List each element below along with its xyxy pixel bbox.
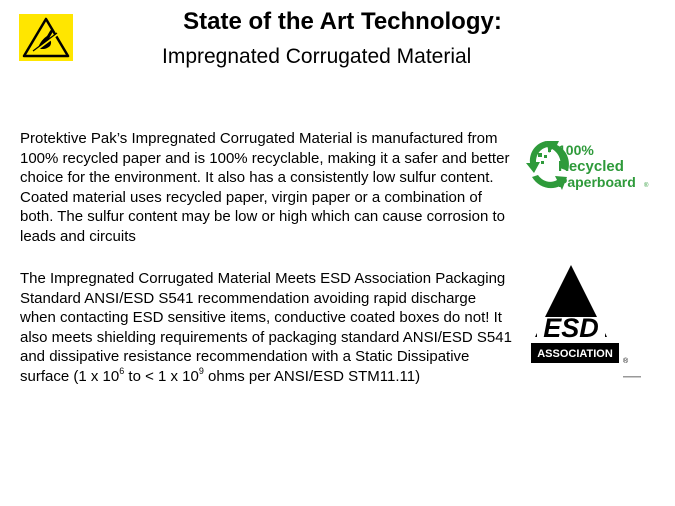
recycled-logo-line3: Paperboard <box>558 174 636 190</box>
esd-logo-mark: ® <box>623 358 629 365</box>
paragraph-esd-text: The Impregnated Corrugated Material Meets ESD Association Packaging Standard ANSI/ESD S541 recommendation avoiding rapid discharge when contacting ESD sensitive items, conductive coated boxes do not! It also meets shielding requirements of packaging standard ANSI/ESD S541 and dissipative resistance recommendation with a Static Dissipative surface (1 x 10 <box>20 270 512 385</box>
recycled-logo-line2: Recycled <box>558 158 624 175</box>
recycled-logo-line1: 100% <box>558 142 594 158</box>
paragraph-esd-standard <box>20 269 514 386</box>
esd-logo-word: ASSOCIATION <box>537 348 613 360</box>
paragraph-recycled-material: Protektive Pak’s Impregnated Corrugated Material is manufactured from 100% recycled paper and is 100% recyclable, making it a safer and better choice for the environment. It also has a consistently low sulfur content. Coated material uses recycled paper, virgin paper or a combination of both. The sulfur content may be low or high which can cause corrosion to leads and circuits <box>20 130 510 245</box>
recycled-logo-mark: ® <box>644 183 649 189</box>
exponent-nine: 9 <box>198 365 204 376</box>
paragraph-esd-mid: to < 1 x 10 <box>124 367 199 385</box>
page-title: State of the Art Technology: <box>183 8 502 35</box>
recycled-paperboard-logo <box>524 135 652 195</box>
exponent-six: 6 <box>119 365 125 376</box>
esd-association-logo <box>527 255 647 379</box>
page-title-block <box>0 6 675 38</box>
page-subtitle: Impregnated Corrugated Material <box>162 45 472 68</box>
paragraph-esd-tail: ohms per ANSI/ESD STM11.11) <box>203 367 421 385</box>
esd-logo-letters: ESD <box>543 313 599 343</box>
